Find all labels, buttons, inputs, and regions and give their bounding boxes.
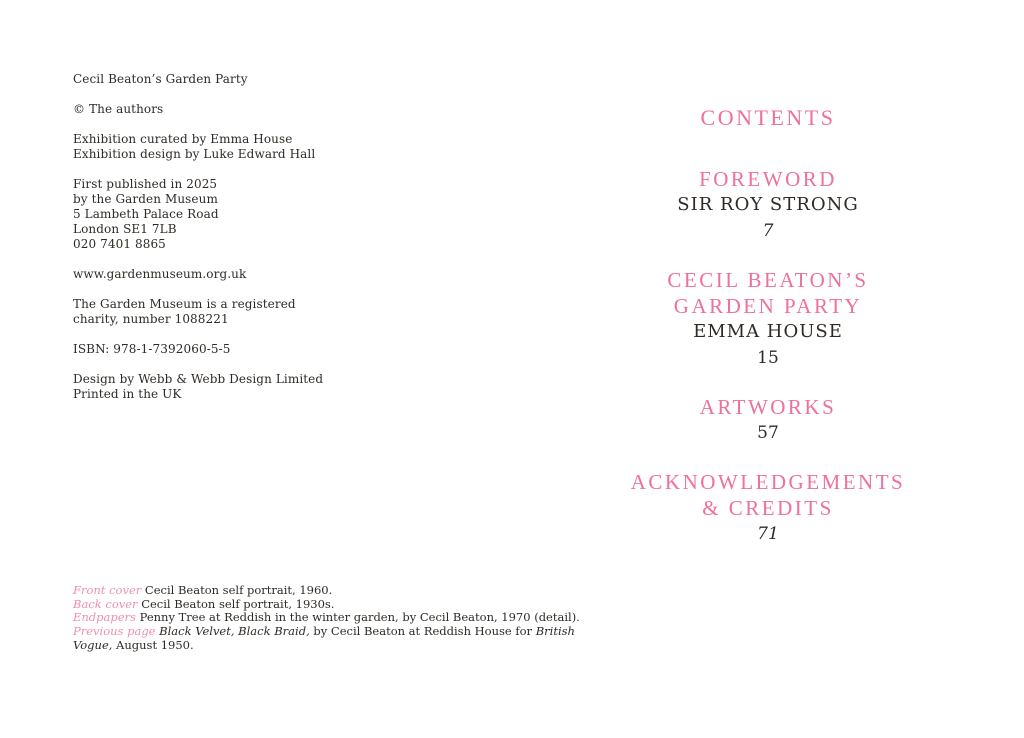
contents-entry-acknowledgements xyxy=(512,469,1024,547)
colophon-paragraph-isbn xyxy=(73,342,433,357)
caption-front-cover xyxy=(73,584,493,598)
colophon-line: 5 Lambeth Palace Road xyxy=(73,207,219,221)
caption-previous-page xyxy=(73,624,575,639)
colophon-line: Exhibition curated by Emma House xyxy=(73,132,293,146)
colophon-paragraph-title xyxy=(73,72,433,87)
colophon xyxy=(73,72,433,417)
caption-label: Front cover xyxy=(73,583,142,597)
table-of-contents xyxy=(512,104,1024,570)
colophon-paragraph-copyright xyxy=(73,102,433,117)
colophon-line: Exhibition design by Luke Edward Hall xyxy=(73,147,316,161)
entry-page-number: 7 xyxy=(762,221,774,241)
colophon-paragraph-design xyxy=(73,372,433,402)
colophon-paragraph-exhibition xyxy=(73,132,433,162)
colophon-line: by the Garden Museum xyxy=(73,192,218,206)
caption-label: Endpapers xyxy=(73,610,136,625)
entry-author: EMMA HOUSE xyxy=(693,321,843,342)
caption-label: Back cover xyxy=(73,596,138,611)
entry-title: FOREWORD xyxy=(699,167,837,191)
entry-page-number: 71 xyxy=(757,524,779,544)
entry-page-number: 15 xyxy=(757,348,779,368)
entry-page-number: 57 xyxy=(757,423,779,443)
website-line: www.gardenmuseum.org.uk xyxy=(73,267,247,281)
contents-entry-garden-party xyxy=(512,267,1024,371)
caption-previous-page-wrap xyxy=(73,639,493,653)
colophon-paragraph-publisher xyxy=(73,177,433,252)
colophon-line: London SE1 7LB xyxy=(73,222,177,236)
contents-entry-foreword xyxy=(512,166,1024,244)
caption-text: August 1950. xyxy=(112,637,194,652)
colophon-line: The Garden Museum is a registered xyxy=(73,297,296,311)
copyright-line: © The authors xyxy=(73,102,164,116)
caption-text: by Cecil Beaton at Reddish House for xyxy=(309,624,536,639)
colophon-line: Printed in the UK xyxy=(73,387,182,401)
caption-text: Cecil Beaton self portrait, 1960. xyxy=(141,583,333,597)
entry-title: ARTWORKS xyxy=(699,395,837,419)
colophon-line: First published in 2025 xyxy=(73,177,218,191)
caption-text: Penny Tree at Reddish in the winter garden, by Cecil Beaton, 1970 (detail). xyxy=(135,610,580,625)
image-credits xyxy=(73,583,580,653)
contents-entry-artworks xyxy=(512,394,1024,446)
entry-author: SIR ROY STRONG xyxy=(677,194,859,215)
caption-endpapers xyxy=(73,610,580,625)
contents-title: CONTENTS xyxy=(700,105,836,130)
caption-publication: Vogue, xyxy=(73,637,113,652)
caption-text: Cecil Beaton self portrait, 1930s. xyxy=(137,596,335,611)
entry-title: CECIL BEATON’S xyxy=(667,268,869,292)
colophon-paragraph-website xyxy=(73,267,433,282)
caption-artwork-title: Black Velvet, Black Braid, xyxy=(155,624,310,639)
entry-title: ACKNOWLEDGEMENTS xyxy=(630,470,906,494)
colophon-line: 020 7401 8865 xyxy=(73,237,166,251)
entry-title: GARDEN PARTY xyxy=(673,294,863,318)
caption-publication: British xyxy=(535,624,575,639)
book-title: Cecil Beaton’s Garden Party xyxy=(73,72,248,86)
colophon-line: Design by Webb & Webb Design Limited xyxy=(73,372,324,386)
entry-title: & CREDITS xyxy=(702,496,834,520)
colophon-line: charity, number 1088221 xyxy=(73,312,229,326)
caption-label: Previous page xyxy=(73,624,156,639)
isbn-line: ISBN: 978-1-7392060-5-5 xyxy=(73,342,231,356)
caption-back-cover xyxy=(73,598,493,612)
colophon-paragraph-charity xyxy=(73,297,433,327)
